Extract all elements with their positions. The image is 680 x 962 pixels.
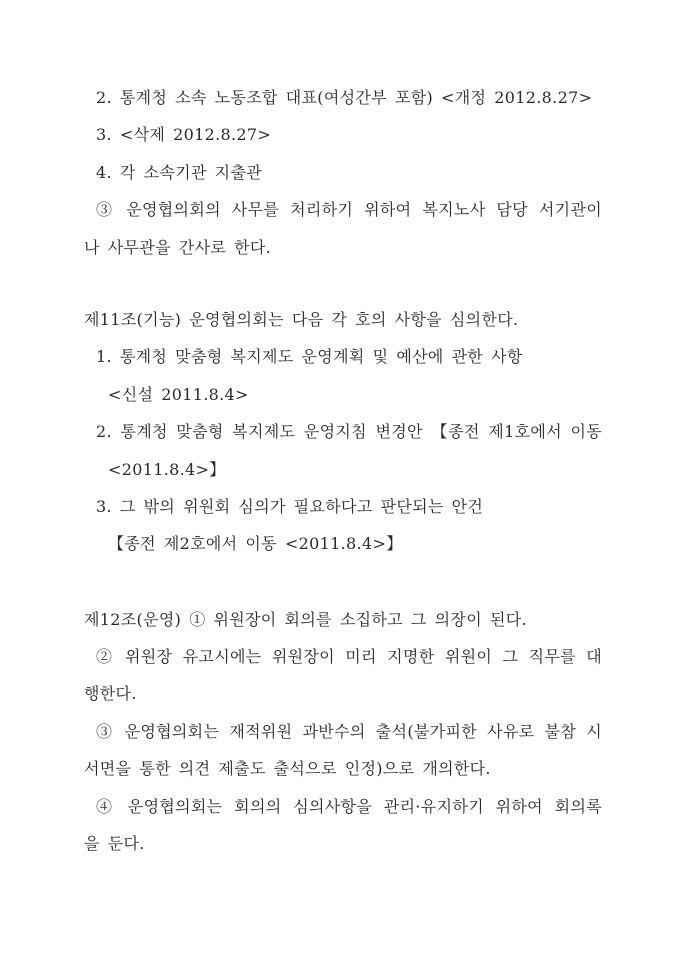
text-line: 제11조(기능) 운영협의회는 다음 각 호의 사항을 심의한다. (84, 309, 519, 329)
text-line: 【종전 제2호에서 이동 <2011.8.4>】 (108, 534, 403, 554)
text-line: <신설 2011.8.4> (108, 384, 249, 404)
text-line: 3. 그 밖의 위원회 심의가 필요하다고 판단되는 안건 (96, 496, 484, 516)
text-line: 서면을 통한 의견 제출도 출석으로 인정)으로 개의한다. (84, 759, 491, 779)
document-body (84, 0, 602, 862)
text-line: ③ 운영협의회의 사무를 처리하기 위하여 복지노사 담당 서기관이 (96, 200, 602, 220)
text-line: 4. 각 소속기관 지출관 (96, 162, 263, 182)
text-line: ③ 운영협의회는 재적위원 과반수의 출석(불가피한 사유로 불참 시 (96, 721, 602, 741)
text-line: 제12조(운영) ① 위원장이 회의를 소집하고 그 의장이 된다. (84, 609, 527, 629)
text-line: ② 위원장 유고시에는 위원장이 미리 지명한 위원이 그 직무를 대 (96, 647, 602, 667)
text-line: 을 둔다. (84, 834, 145, 854)
text-line: 행한다. (84, 684, 137, 704)
text-line: 2. 통계청 맞춤형 복지제도 운영지침 변경안 【종전 제1호에서 이동 (96, 422, 602, 442)
text-line: 3. <삭제 2012.8.27> (96, 125, 272, 145)
text-line: ④ 운영협의회는 회의의 심의사항을 관리·유지하기 위하여 회의록 (96, 796, 602, 816)
text-line: 2. 통계청 소속 노동조합 대표(여성간부 포함) <개정 2012.8.27> (96, 88, 593, 107)
text-line: <2011.8.4>】 (108, 459, 226, 479)
text-line: 1. 통계청 맞춤형 복지제도 운영계획 및 예산에 관한 사항 (96, 347, 523, 367)
text-line: 나 사무관을 간사로 한다. (84, 237, 272, 257)
